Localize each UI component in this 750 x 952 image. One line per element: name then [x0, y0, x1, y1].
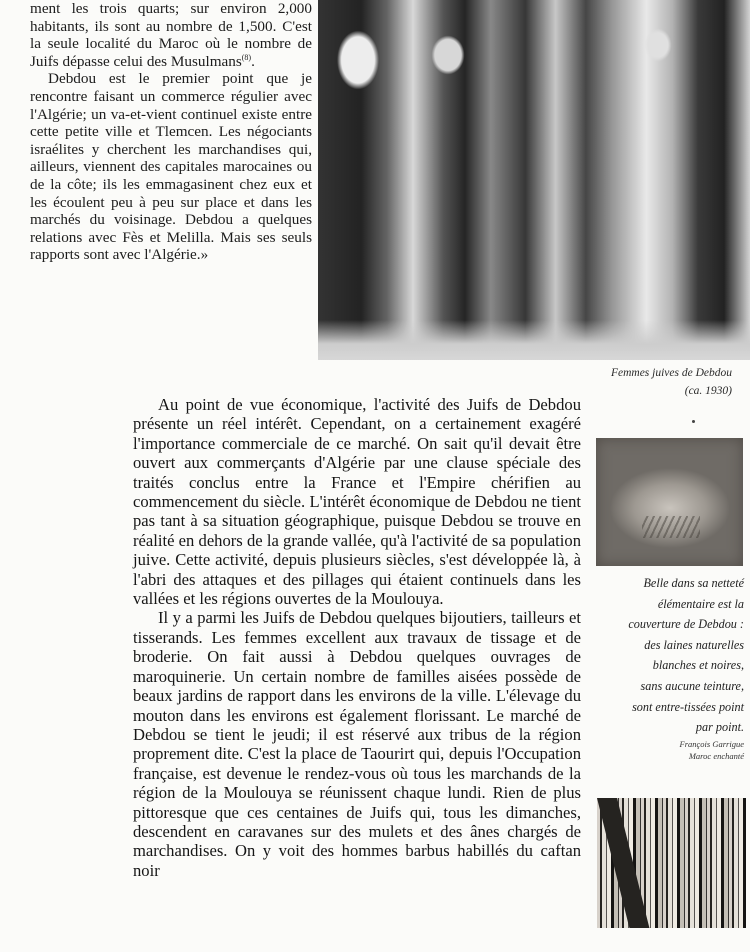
quote-paragraph-1: ment les trois quarts; sur environ 2,000 habitants, ils sont au nombre de 1,500. C'est la seule localité du Maroc où le nombre de Juifs dépasse celui des Musulmans$^{(8)}$. [30, 0, 313, 70]
photo-striped-weave [597, 798, 746, 928]
credit-source: Maroc enchanté [688, 751, 744, 761]
body-text [133, 395, 581, 880]
photo-caption-title: Femmes juives de Debdou [610, 367, 732, 379]
photo-caption-date: (ca. 1930) [684, 385, 732, 397]
photo-blanket-detail [596, 438, 743, 566]
caption-credit [680, 738, 744, 762]
photo-jewish-women [318, 0, 750, 360]
credit-author: François Garrigue [679, 739, 744, 749]
body-paragraph-2: Il y a parmi les Juifs de Debdou quelques bijoutiers, tailleurs et tisserands. Les femmes excellent aux travaux de tissage et de broderie. On fait aussi à Debdou quelques ouvrages de maroquinerie. Un certain nombre de familles aisées possède de beaux jardins de rapport dans les environs de la ville. L'élevage du mouton dans les environs est également florissant. Le marché de Debdou se tient le jeudi; il est réservé aux tribus de la région proprement dite. C'est la place de Taourirt qui, depuis l'Occupation française, est devenue le rendez-vous où tous les marchands de la région de la Moulouya se réunissent chaque lundi. Rien de plus pittoresque que ces centaines de Juifs qui, tous les dimanches, descendent en caravanes sur des mulets et des ânes chargés de marchandises. On y voit des hommes barbus habillés du caftan noir [133, 608, 581, 880]
footnote-reference: (8) [241, 52, 252, 62]
body-paragraph-1: Au point de vue économique, l'activité des Juifs de Debdou présente un réel intérêt. Cependant, on a certainement exagéré l'importance commerciale de ce marché. On sait qu'il devait être ouvert aux commerçants d'Algérie par une clause spéciale des traités conclus entre la France et l'Empire chérifien au commencement du siècle. L'intérêt économique de Debdou ne tient pas tant à sa situation géographique, puisque Debdou se trouve en réalité en dehors de la grande vallée, qu'à l'activité de sa population juive. Cette activité, depuis plusieurs siècles, s'est développée là, à l'abri des attaques et des pillages qui étaient continuels dans les vallées et les régions ouvertes de la Moulouya. [133, 395, 581, 609]
side-caption: Belle dans sa netteté élémentaire est la couverture de Debdou : des laines naturelles blanches et noires, sans aucune teinture, sont entre-tissées point par point. [628, 576, 744, 735]
quote-paragraph-2: Debdou est le premier point que je rencontre faisant un commerce régulier avec l'Algérie; un va-et-vient continuel existe entre cette petite ville et Tlemcen. Les négociants israélites y cherchent les marchandises qui, ailleurs, viennent des capitales marocaines ou de la côte; ils les emmagasinent chez eux et les écoulent peu à peu sur place et dans les marchés du voisinage. Debdou a quelques relations avec Fès et Melilla. Mais ses seuls rapports sont avec l'Algérie.» [30, 70, 312, 264]
dot-mark [692, 420, 695, 423]
quoted-passage [30, 0, 312, 264]
